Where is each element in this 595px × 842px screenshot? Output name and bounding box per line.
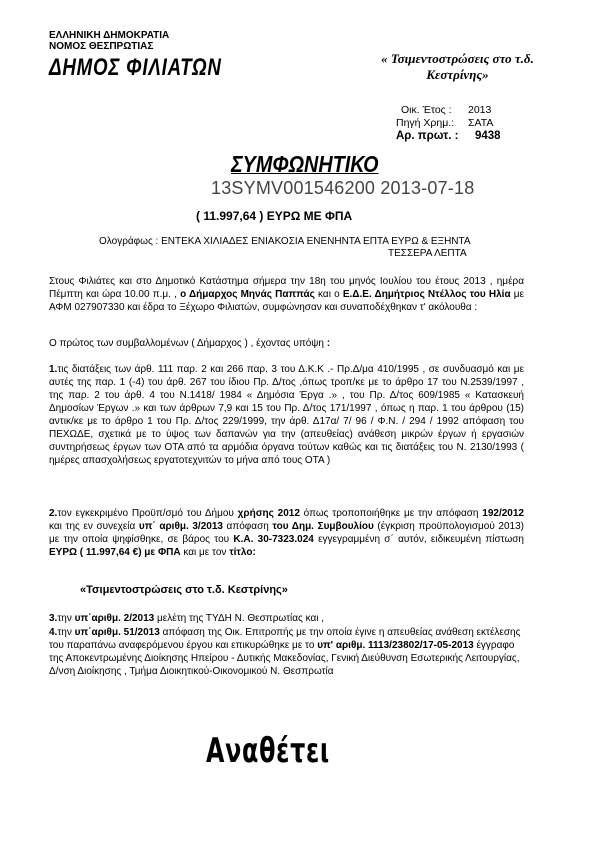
point-3-text-b: μελέτη της ΤΥΔΗ Ν. Θεσπρωτίας και ,	[154, 613, 325, 624]
point-1-text: τις διατάξεις των άρθ. 111 παρ. 2 και 266 παρ. 3 του Δ.Κ.Κ .- Πρ.Δ/μα 410/1995 , σε συνδυασμό και με αυτές της παρ. 1 (-4) του άρθ. 267 του ίδιου Πρ. Δ/τος ,όπως τροπ/κε με το άρθρο 17 του Ν.2539/1997 , της παρ. 2 του άρθ. 4 του Ν.1418/ 1984 « Δημόσια Έργα .» , του Πρ. Δ/τος 609/1985 « Κατασκευή Δημοσίων Έργων .» και των άρθρων 7,9 και 15 του Πρ. Δ/τος 171/1997 , όπως η παρ. 1 του άρθρου (15) αντικ/κε με το άρθρο 1 του Πρ. Δ/τος 229/1999, την άρθ. Δ17α/ 7/ 96 / Φ.Ν. / 294 / 1992 απόφαση του ΠΕΧΩΔΕ, σχετικά με το ύψος των δαπανών για την (απευθείας) ανάθεση μικρών έργων ή εργασιών συντηρήσεως έργων των ΟΤΑ από τα αρμόδια όργανα τούτων καθώς και τις διατάξεις του Ν. 2130/1993 ( ημέρες απασχολήσεως εργατοτεχνιτών το μήνα από τους ΟΤΑ )	[49, 364, 524, 466]
decision-3-2013: υπ΄ αριθμ. 3/2013	[138, 521, 223, 532]
point-4-text-d: έγγραφο της Αποκεντρωμένης Διοίκησης Ηπείρου - Δυτικής Μακεδονίας, Γενική Διεύθυνση Εσωτερικής Λειτουργίας, Δ/νση Διοίκησης , Τμήμα Διοικητικού-Οικονομικού Ν. Θεσπρωτία	[49, 640, 520, 677]
point-2-text-e: (έγκριση προϋπολογισμού 2013) με την οποία ψηφίσθηκε, σε βάρος του	[49, 521, 525, 545]
point-2-number: 2.	[49, 508, 58, 519]
credit-amount: ΕΥΡΩ ( 11.997,64 €) με ΦΠΑ	[49, 547, 181, 558]
assigns-heading: Αναθέτει	[206, 731, 330, 771]
point-2-text-b: όπως τροποποιήθηκε με την απόφαση	[299, 508, 483, 519]
point-4-text-b: απόφαση της Οικ. Επιτροπής με την οποία έγινε η απευθείας ανάθεση εκτέλεσης του παραπάνω αναφερόμενου έργου και επικυρώθηκε με το	[49, 627, 521, 651]
study-reference: υπ΄αριθμ. 2/2013	[74, 613, 155, 624]
subject-box	[375, 51, 540, 83]
protocol-label: Αρ. πρωτ. :	[396, 130, 459, 142]
contractor-name: Ε.Δ.Ε. Δημήτριος Ντέλλος του Ηλία	[342, 289, 511, 300]
subject-line-1: « Τσιμεντοστρώσεις στο τ.δ.	[381, 51, 534, 66]
municipality-logo-text: ΔΗΜΟΣ ΦΙΛΙΑΤΩΝ	[49, 54, 222, 81]
intro-text-b: και ο	[314, 289, 343, 300]
header-country: ΕΛΛΗΝΙΚΗ ΔΗΜΟΚΡΑΤΙΑ	[49, 30, 170, 41]
funding-source-label: Πηγή Χρημ.:	[396, 117, 455, 129]
point-4-number: 4.	[49, 627, 58, 638]
mayor-name: ο Δήμαρχος Μηνάς Παππάς	[180, 289, 315, 300]
point-3-text-a: την	[57, 613, 75, 624]
first-party-line	[49, 337, 524, 350]
fiscal-year-value: 2013	[468, 104, 492, 116]
budget-code: Κ.Α. 30-7323.024	[233, 534, 314, 545]
committee-decision-reference: υπ΄αριθμ. 51/2013	[74, 627, 160, 638]
point-1-number: 1.	[49, 364, 58, 375]
point-2-text-a: τον εγκεκριμένο Προϋπ/σμό του Δήμου	[57, 508, 238, 519]
intro-text-c: με ΑΦΜ 027907330 και έδρα το Ξέχωρο Φιλιατών, συμφώνησαν και συναποδέχθηκαν τ' ακόλουθα :	[49, 289, 525, 313]
document-reference: υπ' αριθμ. 1113/23802/17-05-2013	[317, 640, 474, 651]
intro-text-a: Στους Φιλιάτες και στο Δημοτικό Κατάστημα σήμερα την 18η του μηνός Ιουλίου του έτους 2013 , ημέρα Πέμπτη και ώρα 10.00 π.μ. ,	[49, 276, 524, 300]
point-4-text-a: την	[57, 627, 75, 638]
intro-paragraph	[49, 275, 524, 314]
point-3	[49, 612, 524, 625]
point-2	[49, 507, 524, 559]
fiscal-year-label: Οικ. Έτος :	[401, 104, 452, 116]
funding-source-value: ΣΑΤΑ	[468, 117, 494, 129]
contract-amount: ( 11.997,64 ) ΕΥΡΩ ΜΕ ΦΠΑ	[196, 209, 353, 223]
first-party-colon: :	[326, 338, 331, 349]
decision-192: 192/2012	[482, 508, 524, 519]
first-party-text: Ο πρώτος των συμβαλλομένων ( Δήμαρχος ) , έχοντας υπόψη	[49, 338, 327, 349]
ada-code: 13SYMV001546200 2013-07-18	[211, 178, 475, 198]
amount-words-line-2: ΤΕΣΣΕΡΑ ΛΕΠΤΑ	[388, 248, 467, 259]
header-prefecture: ΝΟΜΟΣ ΘΕΣΠΡΩΤΙΑΣ	[49, 41, 154, 52]
budget-year: χρήσης 2012	[237, 508, 300, 519]
amount-words-line-1: Ολογράφως : ΕΝΤΕΚΑ ΧΙΛΙΑΔΕΣ ΕΝΙΑΚΟΣΙΑ ΕΝΕΝΗΝΤΑ ΕΠΤΑ ΕΥΡΩ & ΕΞΗΝΤΑ	[99, 236, 471, 247]
protocol-value: 9438	[475, 130, 501, 142]
point-2-text-g: και με τον	[180, 547, 230, 558]
point-3-number: 3.	[49, 613, 58, 624]
point-2-text-c: και της εν συνεχεία	[49, 521, 139, 532]
point-1	[49, 363, 524, 467]
project-subject: «Τσιμεντοστρώσεις στο τ.δ. Κεστρίνης»	[80, 584, 288, 596]
title-word: τίτλο:	[229, 547, 256, 558]
municipal-council: του Δημ. Συμβουλίου	[272, 521, 374, 532]
document-title: ΣΥΜΦΩΝΗΤΙΚΟ	[231, 151, 379, 177]
point-4	[49, 626, 524, 678]
subject-line-2: Κεστρίνης»	[426, 67, 489, 82]
point-2-text-d: απόφαση	[222, 521, 273, 532]
point-2-text-f: εγγεγραμμένη σ΄ αυτόν, ειδικευμένη πίστωση	[313, 534, 524, 545]
